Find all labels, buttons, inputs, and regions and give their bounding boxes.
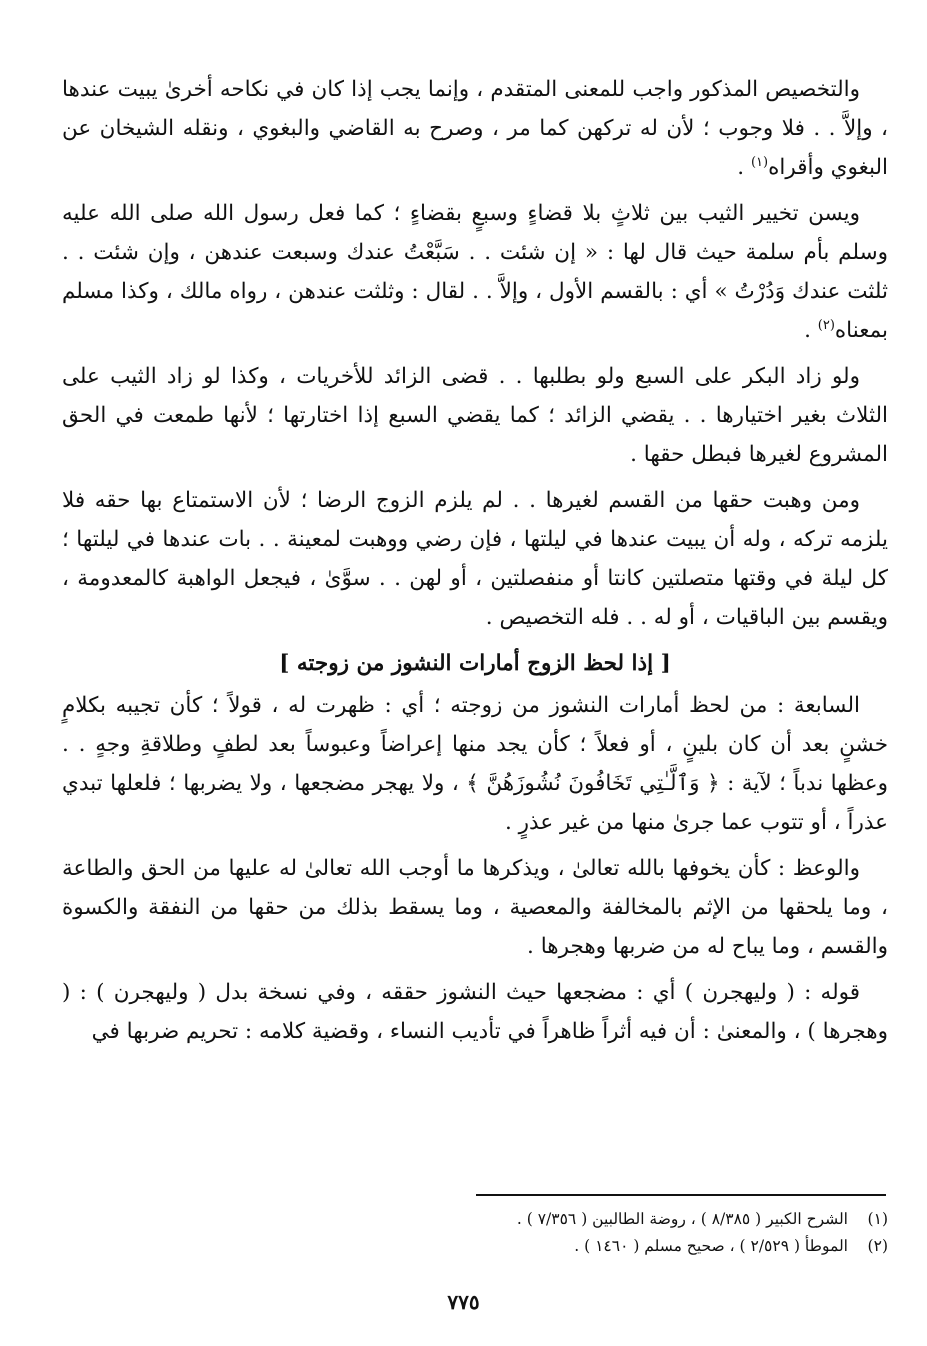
footnote-2 — [300, 1233, 888, 1260]
paragraph-7: قوله : ( وليهجرن ) أي : مضجعها حيث النشوز حققه ، وفي نسخة بدل ( وليهجرن ) : ( وهجرها ) ، والمعنىٰ : أن فيه أثراً ظاهراً في تأديب النساء ، وقضية كلامه : تحريم ضربها في — [62, 980, 888, 1044]
footnote-1 — [300, 1206, 888, 1233]
footnote-1-number: (١) — [867, 1210, 888, 1228]
footnote-ref-1: (١) — [750, 154, 769, 170]
footnote-2-text: الموطأ ( ٢/٥٢٩ ) ، صحيح مسلم ( ١٤٦٠ ) . — [574, 1237, 848, 1255]
footnote-1-text: الشرح الكبير ( ٨/٣٨٥ ) ، روضة الطالبين ( ٧/٣٥٦ ) . — [516, 1210, 848, 1228]
paragraph-6: والوعظ : كأن يخوفها بالله تعالىٰ ، ويذكرها ما أوجب الله تعالىٰ له عليها من الحق والطاعة ، وما يلحقها من الإثم بالمخالفة والمعصية ، وما يسقط بذلك من حقها من النفقة والكسوة والقسم ، وما يباح له من ضربها وهجرها . — [62, 856, 888, 959]
paragraph-3: ولو زاد البكر على السبع ولو بطلبها . . قضى الزائد للأخريات ، وكذا لو زاد الثيب على الثلاث بغير اختيارها . . يقضي الزائد ؛ كما يقضي السبع إذا اختارتها ؛ لأنها طمعت في الحق المشروع لغيرها فبطل حقها . — [62, 364, 888, 467]
page-number: ٧٧٥ — [447, 1290, 480, 1314]
paragraph-2-text: ويسن تخيير الثيب بين ثلاثٍ بلا قضاءٍ وسبعٍ بقضاءٍ ؛ كما فعل رسول الله صلى الله عليه وسلم بأم سلمة حيث قال لها : « إن شئت . . سَبَّعْتُ عندك وسبعت عندهن ، وإن شئت . . ثلثت عندك وَدُرْتُ » أي : بالقسم الأول ، وإلاَّ . . لقال : وثلثت عندهن ، رواه مالك ، وكذا مسلم بمعناه — [62, 201, 888, 343]
main-text — [62, 70, 888, 1058]
paragraph-1-text: والتخصيص المذكور واجب للمعنى المتقدم ، وإنما يجب إذا كان في نكاحه أخرىٰ يبيت عندها ، وإلاَّ . . فلا وجوب ؛ لأن له تركهن كما مر ، وصرح به القاضي والبغوي ، ونقله الشيخان عن البغوي وأقراه — [62, 77, 888, 180]
paragraph-2-end: . — [804, 318, 818, 343]
paragraph-4: ومن وهبت حقها من القسم لغيرها . . لم يلزم الزوج الرضا ؛ لأن الاستمتاع بها حقه فلا يلزمه تركه ، وله أن يبيت عندها في ليلتها ، فإن رضي ووهبت لمعينة . . بات عندها في ليلتها ؛ كل ليلة في وقتها متصلتين كانتا أو منفصلتين ، أو لهن . . سوَّىٰ ، فيجعل الواهبة كالمعدومة ، ويقسم بين الباقيات ، أو له . . فله التخصيص . — [62, 488, 888, 630]
paragraph-1-end: . — [737, 155, 751, 180]
section-heading: [ إذا لحظ الزوج أمارات النشوز من زوجته ] — [279, 651, 671, 676]
footnote-2-number: (٢) — [867, 1237, 888, 1255]
paragraph-5: السابعة : من لحظ أمارات النشوز من زوجته ؛ أي : ظهرت له ، قولاً ؛ كأن تجيبه بكلامٍ خشنٍ بعد أن كان بلينٍ ، أو فعلاً ؛ كأن يجد منها إعراضاً وعبوساً بعد لطفٍ وطلاقةِ وجهٍ . . وعظها ندباً ؛ لآية : ﴿ وَٱلَّـٰتِي تَخَافُونَ نُشُوزَهُنَّ ﴾ ، ولا يهجر مضجعها ، ولا يضربها ؛ فلعلها تبدي عذراً ، أو تتوب عما جرىٰ منها من غير عذرٍ . — [62, 693, 888, 835]
paragraph-1 — [62, 70, 888, 187]
paragraph-2 — [62, 194, 888, 350]
footnote-ref-2: (٢) — [817, 317, 835, 333]
footnotes — [300, 1206, 888, 1260]
footnote-divider — [476, 1194, 886, 1196]
